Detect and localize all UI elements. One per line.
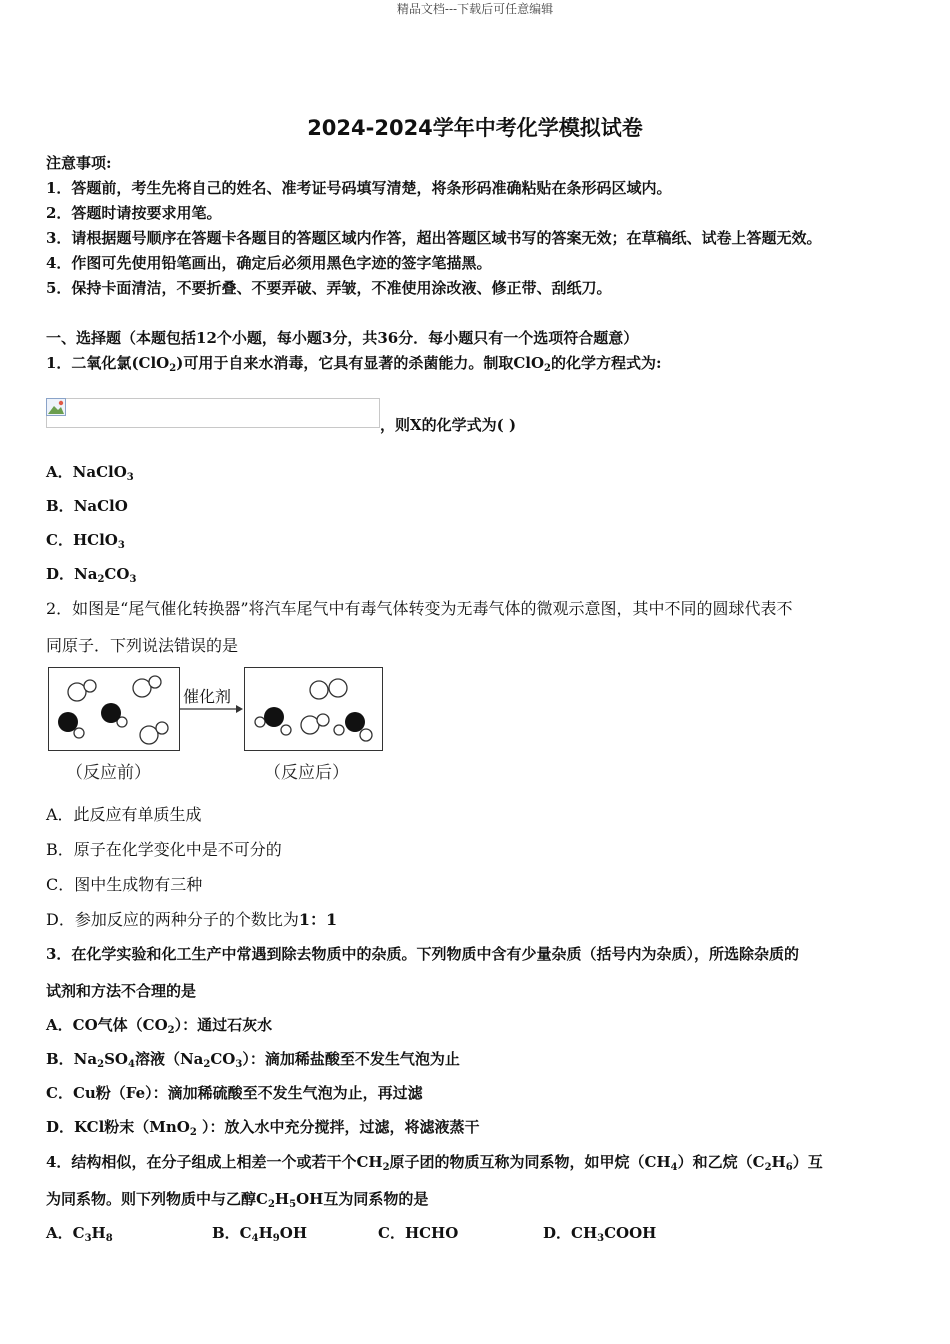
page-header: 精品文档---下载后可任意编辑 <box>396 2 554 16</box>
q3-option-b: B．$Na_2SO_4$溶液$(Na_2CO_3)$：滴加稀盐酸至不发生气泡为止 <box>46 1050 460 1070</box>
notice-item: 2．答题时请按要求用笔。 <box>46 204 222 222</box>
q2-option-a: A．此反应有单质生成 <box>46 805 202 824</box>
page-title: 2024-2024学年中考化学模拟试卷 <box>307 116 643 140</box>
q2-option-d: D．参加反应的两种分子的个数比为1：1 <box>46 910 338 929</box>
q3-option-d: D．KCl粉末（MnO$_2$ ）：放入水中充分搅拌，过滤，将滤液蒸干 <box>46 1118 480 1138</box>
question-3-line1: 3．在化学实验和化工生产中常遇到除去物质中的杂质。下列物质中含有少量杂质（括号内为杂质），所选除杂质的 <box>46 945 799 963</box>
notice-item: 5．保持卡面清洁，不要折叠、不要弄破、弄皱，不准使用涂改液、修正带、刮纸刀。 <box>46 279 612 297</box>
q1-option-b: B．NaClO <box>46 497 128 515</box>
q1-option-a: A．NaClO$_3$ <box>46 463 134 483</box>
notice-item: 4．作图可先使用铅笔画出，确定后必须用黑色字迹的签字笔描黑。 <box>46 254 492 272</box>
question-4-line1: 4．结构相似，在分子组成上相差一个或若干个$CH_2$原子团的物质互称为同系物，如甲烷$(CH_4)$和乙烷$(C_2H_6)$互 <box>46 1153 823 1173</box>
broken-image-icon <box>46 398 66 416</box>
question-4-line2: 为同系物。则下列物质中与乙醇$C_2H_5OH$互为同系物的是 <box>46 1190 429 1210</box>
q4-option-d: D．$CH_3COOH$ <box>543 1224 657 1244</box>
question-2-line1: 2．如图是“尾气催化转换器”将汽车尾气中有毒气体转变为无毒气体的微观示意图，其中不同的圆球代表不 <box>46 599 793 618</box>
question-1-tail: ，则X的化学式为( ) <box>380 416 517 434</box>
notice-heading: 注意事项: <box>46 154 112 172</box>
reaction-diagram <box>46 662 396 782</box>
notice-item: 1．答题前，考生先将自己的姓名、准考证号码填写清楚，将条形码准确粘贴在条形码区域内。 <box>46 179 672 197</box>
caption-before: （反应前） <box>66 763 151 783</box>
notice-item: 3．请根据题号顺序在答题卡各题目的答题区域内作答，超出答题区域书写的答案无效；在草稿纸、试卷上答题无效。 <box>46 229 822 247</box>
q4-option-c: C．HCHO <box>378 1224 459 1242</box>
q3-option-c: C．Cu粉（Fe）：滴加稀硫酸至不发生气泡为止，再过滤 <box>46 1084 423 1102</box>
equation-image-placeholder <box>46 398 380 428</box>
q1-option-c: C．HClO$_3$ <box>46 531 125 551</box>
question-2-line2: 同原子．下列说法错误的是 <box>46 636 239 655</box>
q2-option-b: B．原子在化学变化中是不可分的 <box>46 840 282 859</box>
q3-option-a: A．CO气体$(CO_2)$：通过石灰水 <box>46 1016 273 1036</box>
molecule-drawing <box>46 662 396 762</box>
section-heading: 一、选择题（本题包括12个小题，每小题3分，共36分．每小题只有一个选项符合题意） <box>46 329 639 347</box>
question-3-line2: 试剂和方法不合理的是 <box>46 982 197 1000</box>
q1-option-d: D．$Na_2CO_3$ <box>46 565 137 585</box>
q2-option-c: C．图中生成物有三种 <box>46 875 203 894</box>
caption-after: （反应后） <box>264 763 349 783</box>
q4-option-a: A．$C_3H_8$ <box>46 1224 113 1244</box>
catalyst-label: 催化剂 <box>183 687 232 706</box>
q4-option-b: B．$C_4H_9OH$ <box>212 1224 307 1244</box>
question-1-stem: 1．二氧化氯(ClO$_2$)可用于自来水消毒，它具有显著的杀菌能力。制取ClO$_2$的化学方程式为: <box>46 354 662 374</box>
